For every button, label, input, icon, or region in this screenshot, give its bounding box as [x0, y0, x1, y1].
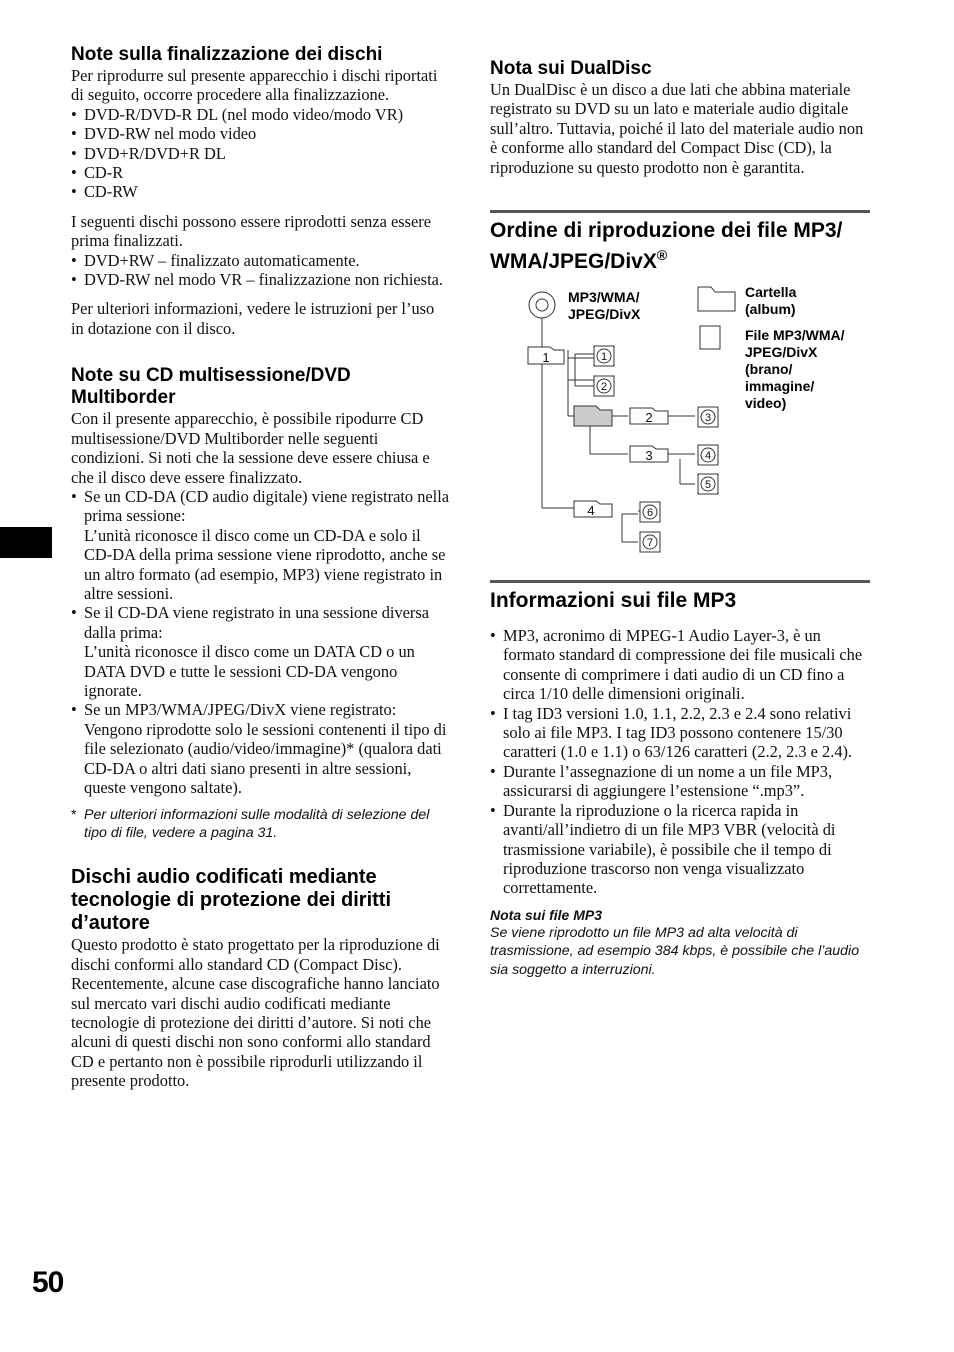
- multisession-list: [71, 487, 451, 798]
- list-item: [71, 603, 451, 700]
- result-text: Vengono riprodotte solo le sessioni contenenti il tipo di file selezionato (audio/video/immagine)* (qualora dati CD-DA o altri dati siano presenti in altre sessioni, queste vengono saltate).: [84, 719, 447, 797]
- folder-number: 3: [645, 448, 653, 464]
- result-text: L’unità riconosce il disco come un CD-DA e solo il CD-DA della prima sessione viene riprodotto, anche se un altro formato (ad esempio, MP3) viene registrato in altre sessioni.: [84, 525, 446, 603]
- mp3-info-heading: Informazioni sui file MP3: [490, 589, 737, 613]
- condition-text: Se il CD-DA viene registrato in una sessione diversa dalla prima:: [84, 603, 430, 642]
- footnote-text: Per ulteriori informazioni sulle modalità di selezione del tipo di file, vedere a pagina 31.: [84, 807, 430, 842]
- playback-order-heading: Ordine di riproduzione dei file MP3/ WMA/JPEG/DivX®: [490, 219, 843, 274]
- mp3-info-list: [490, 626, 870, 898]
- section-rule: [490, 210, 870, 213]
- finalization-intro: Per riprodurre sul presente apparecchio i dischi riportati di seguito, occorre procedere alla finalizzazione.: [71, 66, 438, 105]
- finalization-more-info: Per ulteriori informazioni, vedere le istruzioni per l’uso in dotazione con il disco.: [71, 299, 435, 338]
- right-column: [490, 58, 870, 979]
- no-finalization-text: I seguenti dischi possono essere riprodotti senza essere prima finalizzati.: [71, 211, 432, 251]
- list-item: • DVD-R/DVD-R DL (nel modo video/modo VR): [71, 105, 451, 124]
- section-rule: [490, 580, 870, 583]
- folder-numbers: [542, 350, 652, 518]
- list-item: • CD-R: [71, 163, 451, 182]
- list-item: [71, 487, 451, 603]
- list-item: • DVD-RW nel modo video: [71, 124, 451, 143]
- section-tab-marker: [0, 527, 52, 558]
- copyright-p1: Questo prodotto è stato progettato per la riproduzione di dischi conformi allo standard CD (Compact Disc).: [71, 935, 440, 974]
- copyright-discs-heading: Dischi audio codificati mediante tecnologie di protezione dei diritti d’autore: [71, 866, 392, 935]
- condition-text: Se un MP3/WMA/JPEG/DivX viene registrato:: [84, 700, 397, 720]
- page-number: 50: [32, 1266, 64, 1299]
- file-legend-label: File MP3/WMA/ JPEG/DivX (brano/ immagine/ video): [745, 327, 845, 412]
- list-item: • DVD+R/DVD+R DL: [71, 144, 451, 163]
- file-number: 2: [600, 381, 608, 394]
- tree-diagram-svg: [490, 274, 870, 574]
- file-number: 1: [600, 351, 608, 364]
- playback-order-diagram: [490, 274, 870, 574]
- multisession-intro: Con il presente apparecchio, è possibile ripodurre CD multisessione/DVD Multiborder nelle seguenti condizioni. Si noti che la sessione deve essere chiusa e che il disco deve essere finalizzato.: [71, 409, 430, 487]
- copyright-p2: Recentemente, alcune case discografiche hanno lanciato sul mercato vari dischi audio codificati mediante tecnologie di protezione dei diritti d’autore. Si noti che alcuni di questi dischi non sono conformi allo standard CD e pertanto non è possibile riprodurli utilizzando il presente prodotto.: [71, 974, 440, 1091]
- list-item: • Durante l’assegnazione di un nome a un file MP3, assicurarsi di aggiungere l’estensione “.mp3”.: [490, 762, 870, 801]
- finalization-list: [71, 105, 451, 202]
- file-number: 6: [646, 507, 654, 520]
- mp3-note-title: Nota sui file MP3: [490, 906, 603, 923]
- folder-icon: [698, 287, 735, 311]
- left-column: [71, 44, 451, 1091]
- list-item: • CD-RW: [71, 182, 451, 201]
- condition-text: Se un CD-DA (CD audio digitale) viene registrato nella prima sessione:: [84, 486, 450, 526]
- root-label: MP3/WMA/ JPEG/DivX: [568, 289, 641, 323]
- list-item: • MP3, acronimo di MPEG-1 Audio Layer-3, è un formato standard di compressione dei file musicali che consente di comprimere i dati audio di un CD fino a circa 1/10 delle dimensioni originali.: [490, 626, 870, 704]
- folder-number: 4: [587, 503, 595, 519]
- file-icon: [700, 326, 720, 349]
- file-number: 5: [704, 479, 712, 492]
- dualdisc-heading: Nota sui DualDisc: [490, 58, 652, 79]
- list-item: • DVD-RW nel modo VR – finalizzazione non richiesta.: [71, 270, 451, 289]
- list-item: • Durante la riproduzione o la ricerca rapida in avanti/all’indietro di un file MP3 VBR (velocità di trasmissione variabile), è possibile che il tempo di riproduzione trascorso non venga visualizzato correttamente.: [490, 801, 870, 898]
- tree-lines: [542, 318, 695, 542]
- list-item: [71, 700, 451, 797]
- footnote-mark: *: [71, 807, 77, 824]
- footnote: [71, 806, 451, 842]
- folder-legend-label: Cartella (album): [745, 284, 797, 318]
- no-finalization-list: [71, 251, 451, 290]
- registered-mark: ®: [656, 247, 668, 264]
- file-number: 4: [704, 450, 712, 463]
- list-item: • I tag ID3 versioni 1.0, 1.1, 2.2, 2.3 e 2.4 sono relativi solo ai file MP3. I tag ID3 possono contenere 15/30 caratteri (1.0 e 1.1) o 63/126 caratteri (2.2, 2.3 e 2.4).: [490, 704, 870, 762]
- dualdisc-body: Un DualDisc è un disco a due lati che abbina materiale registrato su DVD su un lato e materiale audio digitale sull’altro. Tuttavia, poiché il lato del materiale audio non è conforme allo standard del Compact Disc (CD), la riproduzione su questo prodotto non è garantita.: [490, 80, 864, 177]
- result-text: L’unità riconosce il disco come un DATA CD o un DATA DVD e tutte le sessioni CD-DA vengono ignorate.: [84, 642, 415, 700]
- folder-number: 1: [542, 350, 550, 366]
- disc-icon: [529, 292, 555, 318]
- folder-icon: [574, 406, 612, 426]
- file-number: 3: [704, 412, 712, 425]
- multisession-heading: Note su CD multisessione/DVD Multiborder: [71, 365, 351, 409]
- file-number: 7: [646, 537, 654, 550]
- finalization-heading: Note sulla finalizzazione dei dischi: [71, 44, 383, 65]
- folder-number: 2: [645, 410, 653, 426]
- mp3-note-body: Se viene riprodotto un file MP3 ad alta velocità di trasmissione, ad esempio 384 kbps, è possibile che l’audio sia soggetto a interruzioni.: [490, 924, 860, 978]
- list-item: • DVD+RW – finalizzato automaticamente.: [71, 251, 451, 270]
